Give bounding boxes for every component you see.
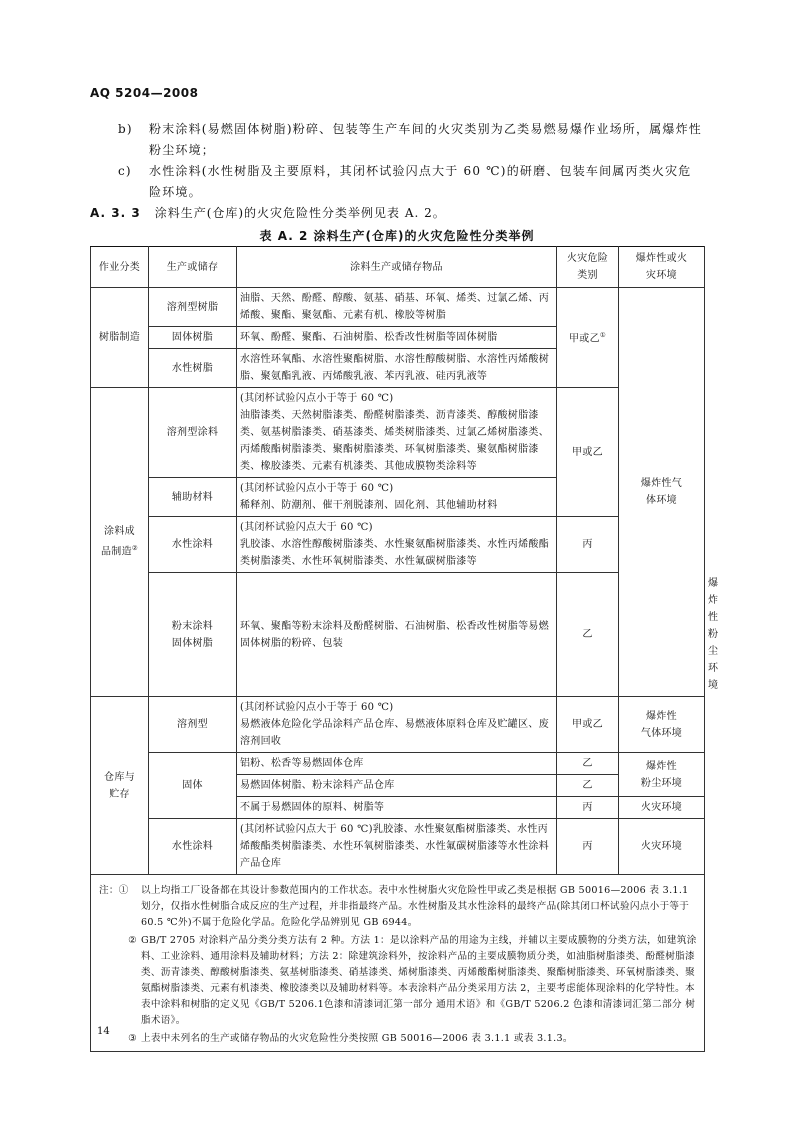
row-hazard: 甲或乙 [557,697,619,753]
row-item: 辅助材料 [149,478,237,517]
section-a33 [90,204,446,221]
table-row [91,753,705,775]
note-2-text: GB/T 2705 对涂料产品分类分类方法有 2 种。方法 1：是以涂料产品的用途为主线，并辅以主要成膜物的分类方法，如建筑涂料、工业涂料、通用涂料及辅助材料；方法 2：除建筑涂料外，按涂料产品的主要成膜物质分类，如油脂树脂漆类、酚醛树脂漆类、沥青漆类、醇酸树脂漆类、氨基树脂漆类、硝基漆类、烯树脂漆类、丙烯酸酯树脂漆类、聚酯树脂漆类、环氧树脂漆类、聚氨酯树脂漆类、元素有机漆类、橡胶漆类以及辅助材料等。本表涂料产品分类采用方法 2，主要考虑能体现涂料的化学特性。本表中涂料和树脂的定义见《GB/T 5206.1色漆和清漆词汇第一部分 通用术语》和《GB/T 5206.2 色漆和清漆词汇第二部分 树脂术语》。 [141,935,697,1026]
row-item: 固体树脂 [149,327,237,349]
row-item [149,573,237,697]
row-hazard: 丙 [557,797,619,819]
row-item: 固体 [149,753,237,819]
clause-c [118,161,704,205]
row-desc [237,478,557,517]
table-row: 粉末涂料 固体树脂 环氧、聚酯等粉末涂料及酚醛树脂、石油树脂、松香改性树脂等易燃固体树脂的粉碎、包装 乙 爆炸性 粉尘环境 [91,573,705,697]
table-row [91,819,705,875]
footnote-ref: ② [131,544,139,553]
header-hazard: 火灾危险类别 [557,247,619,288]
note-1-text: 以上均指工厂设备都在其设计参数范围内的工作状态。表中水性树脂火灾危险性甲或乙类是根据 GB 50016—2006 表 3.1.1 划分，仅指水性树脂合成反应的生产过程，并非指最终产品。水性树脂及其水性涂料的最终产品(除其闭口杯试验闪点小于等于 60.5 ℃外)不属于危险化学品。危险化学品辨别见 GB 6944。 [141,885,690,928]
explosive-gas-env: 爆炸性气体环境 [619,288,705,697]
table-notes [91,875,705,1052]
note-3 [99,1031,698,1047]
group-category [91,697,149,875]
row-desc-text: 易燃液体危险化学品涂料产品仓库、易燃液体原料仓库及贮罐区、废溶剂回收 [240,719,549,747]
header-env: 爆炸性或火灾环境 [619,247,705,288]
table-row [91,288,705,327]
row-item: 水性树脂 [149,349,237,388]
clause-c-text: 水性涂料(水性树脂及主要原料，其闭杯试验闪点大于 60 ℃)的研磨、包装车间属丙类火灾危险环境。 [149,164,692,199]
row-item: 溶剂型涂料 [149,388,237,478]
row-desc: 油脂、天然、酚醛、醇酸、氨基、硝基、环氧、烯类、过氯乙烯、丙烯酸、聚酯、聚氨酯、元素有机、橡胶等树脂 [237,288,557,327]
note-1 [99,883,698,931]
env-line2: 粉尘环境 [640,777,683,789]
table-header-row [91,247,705,288]
row-desc: 环氧、酚醛、聚酯、石油树脂、松香改性树脂等固体树脂 [237,327,557,349]
row-hazard: 乙 [557,775,619,797]
clause-c-mark: c) [118,164,132,178]
group-category: 树脂制造 [91,288,149,388]
row-hazard: 丙 [557,517,619,573]
row-env: 火灾环境 [619,797,705,819]
table-row [91,697,705,753]
note-1-label: 注：① [99,885,129,896]
page-number: 14 [97,1026,110,1037]
env-line1: 爆炸性 [646,710,677,722]
env-line1: 爆炸性 [646,760,677,772]
row-env [619,697,705,753]
row-item: 水性涂料 [149,819,237,875]
row-desc [237,517,557,573]
group-category [91,388,149,697]
row-desc: 易燃固体树脂、粉末涂料产品仓库 [237,775,557,797]
row-condition: (其闭杯试验闪点小于等于 60 ℃) [240,393,394,404]
clause-b-text: 粉末涂料(易燃固体树脂)粉碎、包装等生产车间的火灾类别为乙类易燃易爆作业场所，属爆炸性粉尘环境； [149,122,702,157]
row-desc [237,697,557,753]
row-hazard: 丙 [557,819,619,875]
group-hazard: 甲或乙 [557,388,619,517]
row-condition: (其闭杯试验闪点大于 60 ℃) [240,522,373,533]
table-row [91,388,705,478]
section-text: 涂料生产(仓库)的火灾危险性分类举例见表 A. 2。 [154,206,446,220]
row-item-line1: 粉末涂料 [171,620,214,632]
row-condition: (其闭杯试验闪点小于等于 60 ℃) [240,483,394,494]
note-2-label: ② [128,935,137,946]
category-text: 涂料成品制造 [100,526,135,558]
note-3-text: 上表中未列名的生产或储存物品的火灾危险性分类按照 GB 50016—2006 表 3.1.1 或表 3.1.3。 [141,1033,573,1044]
row-hazard: 乙 [557,753,619,775]
hazard-classification-table [90,246,719,1052]
section-number: A. 3. 3 [90,206,141,220]
row-desc: 铝粉、松香等易燃固体仓库 [237,753,557,775]
clause-b-mark: b) [118,122,133,136]
row-desc: 环氧、聚酯等粉末涂料及酚醛树脂、石油树脂、松香改性树脂等易燃固体树脂的粉碎、包装 [237,573,557,697]
header-desc: 涂料生产或储存物品 [237,247,557,288]
row-desc-text: 乳胶漆、水溶性醇酸树脂漆类、水性聚氨酯树脂漆类、水性丙烯酸酯类树脂漆类、水性环氧树脂漆类、水性氟碳树脂漆等 [240,539,549,567]
notes-row [91,875,705,1052]
row-desc-text: 稀释剂、防潮剂、催干剂脱漆剂、固化剂、其他辅助材料 [240,500,498,511]
row-desc: 水溶性环氧酯、水溶性聚酯树脂、水溶性醇酸树脂、水溶性丙烯酸树脂、聚氨酯乳液、丙烯酸乳液、苯丙乳液、硅丙乳液等 [237,349,557,388]
note-2 [99,933,698,1029]
clause-b [118,119,704,163]
table-title: 表 A. 2 涂料生产(仓库)的火灾危险性分类举例 [259,229,535,243]
row-env: 火灾环境 [619,819,705,875]
row-hazard: 乙 [557,573,619,697]
row-env [619,753,705,797]
category-line2: 贮存 [109,788,130,800]
row-item-line2: 固体树脂 [171,637,214,649]
header-item: 生产或储存 [149,247,237,288]
group-hazard [557,288,619,388]
table-row [91,517,705,573]
row-item: 溶剂型树脂 [149,288,237,327]
category-line1: 仓库与 [104,771,135,783]
footnote-ref: ① [599,331,607,340]
hazard-value: 甲或乙 [568,333,600,345]
header-category: 作业分类 [91,247,149,288]
standard-code: AQ 5204—2008 [90,86,199,100]
row-item: 溶剂型 [149,697,237,753]
env-line2: 气体环境 [640,727,683,739]
row-desc: (其闭杯试验闪点大于 60 ℃)乳胶漆、水性聚氨酯树脂漆类、水性丙烯酸酯类树脂漆类、水性环氧树脂漆类、水性氟碳树脂漆等水性涂料产品仓库 [237,819,557,875]
row-desc [237,388,557,478]
row-item: 水性涂料 [149,517,237,573]
row-condition: (其闭杯试验闪点小于等于 60 ℃) [240,702,394,713]
row-desc-text: 油脂漆类、天然树脂漆类、酚醛树脂漆类、沥青漆类、醇酸树脂漆类、氨基树脂漆类、硝基漆类、烯类树脂漆类、过氯乙烯树脂漆类、丙烯酸酯树脂漆类、聚酯树脂漆类、环氧树脂漆类、聚氨酯树脂漆类、橡胶漆类、元素有机漆类、其他成膜物类涂料等 [240,410,549,472]
row-desc: 不属于易燃固体的原料、树脂等 [237,797,557,819]
note-3-label: ③ [128,1033,137,1044]
